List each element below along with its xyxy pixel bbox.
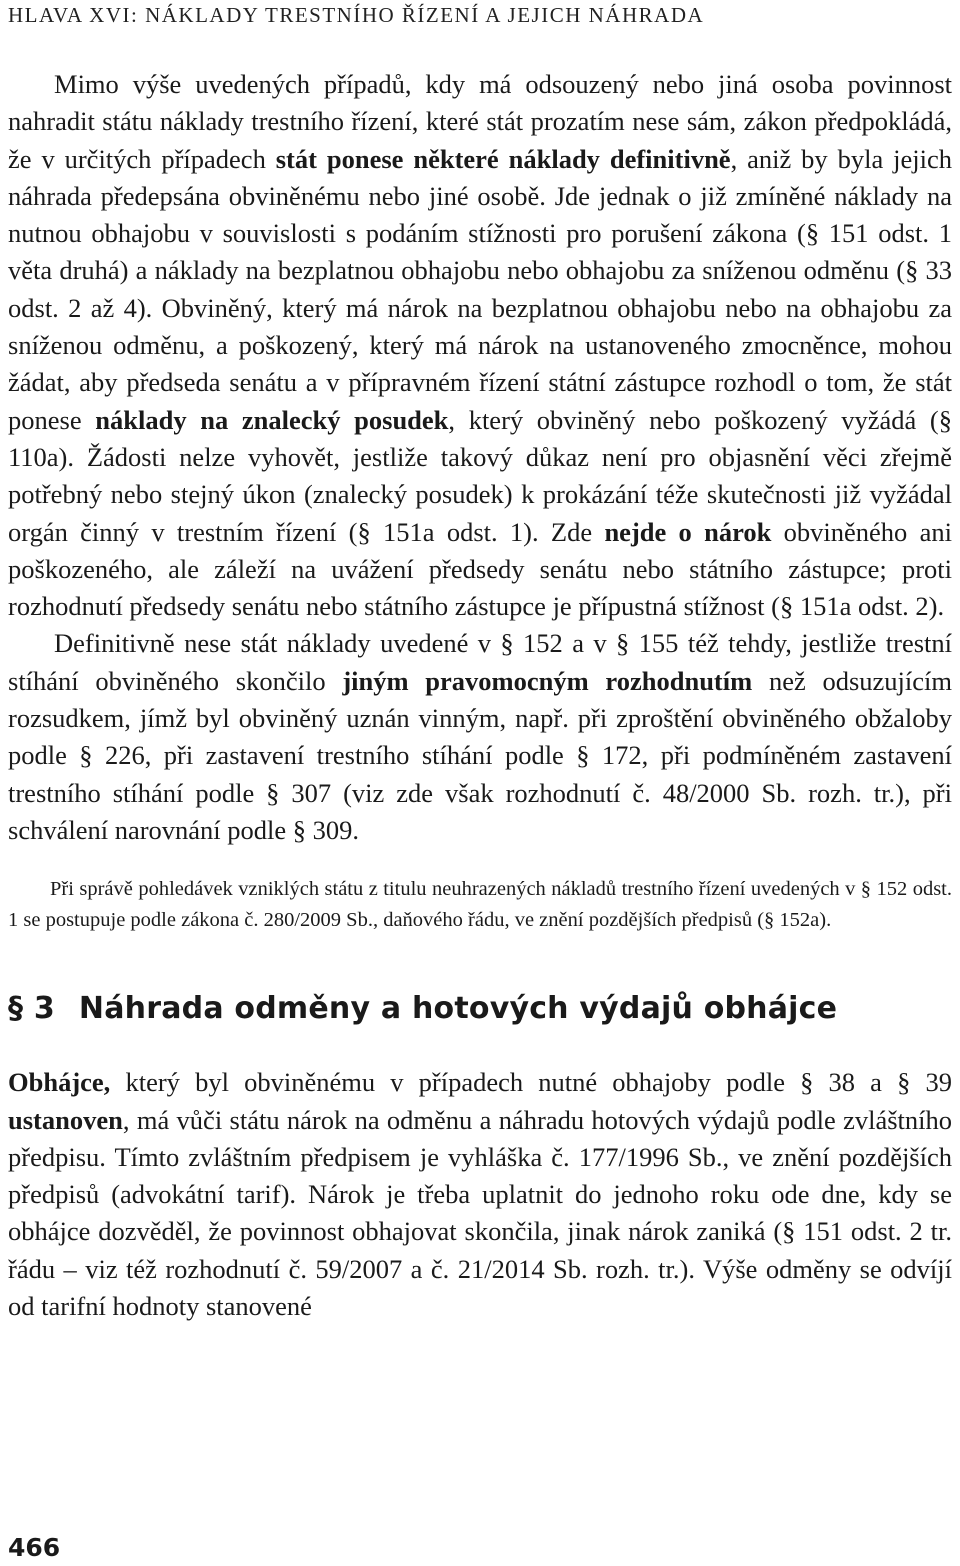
text-run: obviněného ani poškozeného, ale záleží na uvážení předsedy senátu nebo státního zástupce; proti rozhodnutí předsedy senátu nebo státního zástupce je přípustná stížnost (§ 151a odst. 2). [8,516,952,622]
bold-term: Obhájce, [8,1067,111,1098]
text-run: který byl obviněnému v případech nutné obhajoby podle § 38 a § 39 [110,1067,952,1098]
section-number: § 3 [8,991,55,1027]
text-run: Definitivně nese stát náklady uvedené v § 152 a v § 155 též tehdy, jestliže trestní stíhání obviněného skončilo [8,628,952,696]
page-body [8,66,952,1325]
paragraph-state-costs [8,66,952,625]
section-title: Náhrada odměny a hotových výdajů obhájce [78,991,838,1027]
bold-term: náklady na znalecký posudek [95,404,449,435]
section-heading [8,987,952,1031]
text-run: než odsuzujícím rozsudkem, jímž byl obviněný uznán vinným, např. při zproštění obviněného obžaloby podle § 226, při zastavení trestního stíhání podle § 172, při podmíněném zastavení trestního stíhání podle § 307 (viz zde však rozhodnutí č. 48/2000 Sb. rozh. tr.), při schválení narovnání podle § 309. [8,665,952,845]
running-head: HLAVA XVI: NÁKLADY TRESTNÍHO ŘÍZENÍ A JEJICH NÁHRADA [8,3,705,27]
small-print-note: Při správě pohledávek vzniklých státu z titulu neuhrazených nákladů trestního řízení uvedených v § 152 odst. 1 se postupuje podle zákona č. 280/2009 Sb., daňového řádu, ve znění pozdějších předpisů (§ 152a). [8,878,952,931]
bold-term: nejde o nárok [604,516,772,547]
paragraph-definitive-costs [8,625,952,849]
bold-term: ustanoven [8,1104,123,1135]
text-run: Mimo výše uvedených případů, kdy má odsouzený nebo jiná osoba povinnost nahradit státu náklady trestního řízení, které stát prozatím nese sám, zákon předpokládá, že v určitých případech [8,69,952,174]
text-run: , aniž by byla jejich náhrada předepsána obviněnému nebo jiné osobě. Jde jednak o již zmíněné náklady na nutnou obhajobu v souvislosti s podáním stížnosti pro porušení zákona (§ 151 odst. 1 věta druhá) a náklady na bezplatnou obhajobu nebo obhajobu za sníženou odměnu (§ 33 odst. 2 až 4). Obviněný, který má nárok na bezplatnou obhajobu nebo na obhajobu za sníženou odměnu, a poškozený, který má nárok na ustanoveného zmocněnce, mohou žádat, aby předseda senátu a v přípravném řízení státní zástupce rozhodl o tom, že stát ponese [8,143,952,435]
bold-term: stát ponese některé náklady definitivně [275,143,731,174]
paragraph-defender [8,1064,952,1325]
page-number: 466 [8,1533,61,1562]
bold-term: jiným pravomocným rozhodnutím [342,665,753,696]
text-run: , který obviněný nebo poškozený vyžádá (§ 110a). Žádosti nelze vyhovět, jestliže takový důkaz není pro objasnění věci zřejmě potřebný nebo stejný úkon (znalecký posudek) k prokázání téže skutečnosti již vyžádal orgán činný v trestním řízení (§ 151a odst. 1). Zde [8,404,952,547]
text-run: , má vůči státu nárok na odměnu a náhradu hotových výdajů podle zvláštního předpisu. Tímto zvláštním předpisem je vyhláška č. 177/1996 Sb., ve znění pozdějších předpisů (advokátní tarif). Nárok je třeba uplatnit do jednoho roku ode dne, kdy se obhájce dozvěděl, že povinnost obhajovat skončila, jinak nárok zaniká (§ 151 odst. 2 tr. řádu – viz též rozhodnutí č. 59/2007 a č. 21/2014 Sb. rozh. tr.). Výše odměny se odvíjí od tarifní hodnoty stanovené [8,1104,952,1322]
